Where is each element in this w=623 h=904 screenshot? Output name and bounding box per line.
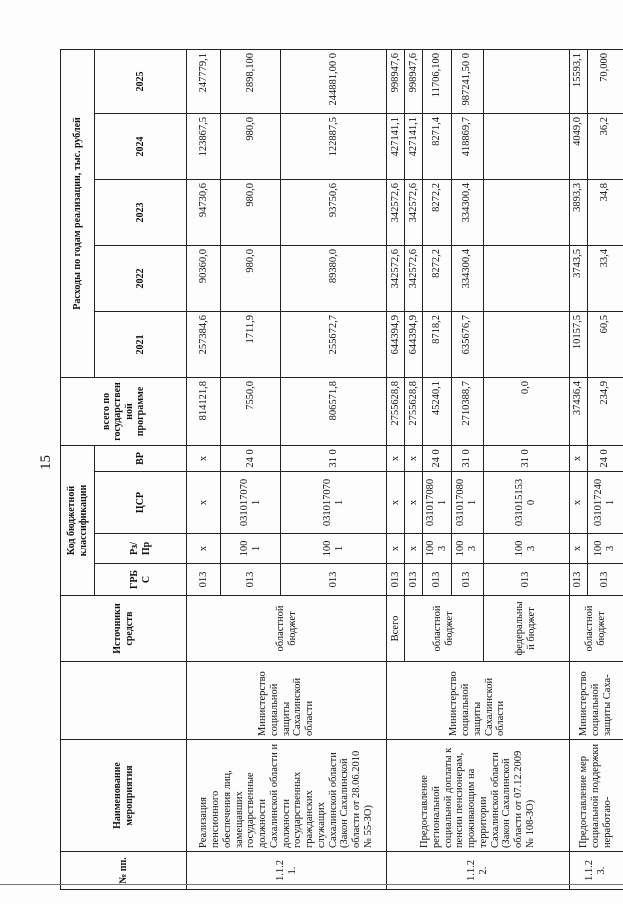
total-cell: 2710388,7 <box>451 377 483 445</box>
year-2025-cell: 11706,100 <box>423 49 452 113</box>
year-2024-cell: 4049,0 <box>569 113 587 179</box>
year-2021-cell: 60,5 <box>587 311 623 377</box>
year-2022-cell: 90360,0 <box>187 245 221 311</box>
year-2024-cell: 427141,1 <box>405 113 423 179</box>
csr-cell: х <box>387 472 405 534</box>
year-2022-cell: 33,4 <box>587 245 623 311</box>
vr-cell: 24 0 <box>221 445 281 471</box>
header-source: Источники средств <box>61 596 187 662</box>
executor: Министерство социальной защиты Сахалинской области <box>387 662 570 740</box>
year-2022-cell <box>483 245 569 311</box>
year-2022-cell: 8272,2 <box>423 245 452 311</box>
funding-source: Всего <box>387 596 405 662</box>
year-2024-cell: 36,2 <box>587 113 623 179</box>
measure-name: Реализация пенсионного обеспечения лиц, замещавших государственные должности Сахалинской области и должности государственных гражданских служащих Сахалинской области (Закон Сахалинской области от 28.06.2010 № 55-ЗО) <box>187 740 387 852</box>
rzpr-cell: х <box>387 534 405 564</box>
funding-source: областной бюджет <box>569 596 623 662</box>
header-num: № пп. <box>61 852 187 890</box>
year-2023-cell: 3893,3 <box>569 179 587 245</box>
year-2021-cell <box>483 311 569 377</box>
year-2025-cell: 70,000 <box>587 49 623 113</box>
vr-cell: 31 0 <box>451 445 483 471</box>
header-row-1 <box>61 49 95 889</box>
vr-cell: х <box>405 445 423 471</box>
executor: Министерство социальной защиты Саха- <box>569 662 623 740</box>
row-number: 1.1.2 1. <box>187 852 387 890</box>
csr-cell: 031017080 1 <box>423 472 452 534</box>
total-cell: 37436,4 <box>569 377 587 445</box>
year-2024-cell: 980,0 <box>221 113 281 179</box>
year-2024-cell: 427141,1 <box>387 113 405 179</box>
vr-cell: 31 0 <box>483 445 569 471</box>
table-row <box>569 49 587 889</box>
year-2023-cell <box>483 179 569 245</box>
grbs-cell: 013 <box>405 564 423 596</box>
header-executor <box>61 662 187 740</box>
year-2023-cell: 980,0 <box>221 179 281 245</box>
rzpr-cell: х <box>405 534 423 564</box>
grbs-cell: 013 <box>483 564 569 596</box>
vr-cell: х <box>569 445 587 471</box>
year-2021-cell: 635676,7 <box>451 311 483 377</box>
year-2021-cell: 644394,9 <box>405 311 423 377</box>
grbs-cell: 013 <box>221 564 281 596</box>
header-year-2021: 2021 <box>95 311 187 377</box>
vr-cell: 24 0 <box>423 445 452 471</box>
total-cell: 0,0 <box>483 377 569 445</box>
year-2022-cell: 342572,6 <box>387 245 405 311</box>
year-2023-cell: 94730,6 <box>187 179 221 245</box>
year-2023-cell: 8272,2 <box>423 179 452 245</box>
year-2024-cell: 418869,7 <box>451 113 483 179</box>
rzpr-cell: 100 3 <box>423 534 452 564</box>
header-year-2023: 2023 <box>95 179 187 245</box>
year-2025-cell: 987241,50 0 <box>451 49 483 113</box>
header-year-2025: 2025 <box>95 49 187 113</box>
year-2023-cell: 34,8 <box>587 179 623 245</box>
header-vr: ВР <box>95 445 187 471</box>
year-2025-cell <box>483 49 569 113</box>
year-2021-cell: 8718,2 <box>423 311 452 377</box>
grbs-cell: 013 <box>451 564 483 596</box>
header-budget-code: Код бюджетной классификации <box>61 445 95 595</box>
year-2024-cell: 123867,5 <box>187 113 221 179</box>
measure-name: Предоставление мер социальной поддержки неработаю- <box>569 740 623 852</box>
row-number: 1.1.2 3. <box>569 852 623 890</box>
year-2022-cell: 89380,0 <box>281 245 387 311</box>
total-cell: 2755628,8 <box>387 377 405 445</box>
csr-cell: х <box>405 472 423 534</box>
csr-cell: 031017070 1 <box>221 472 281 534</box>
table-row <box>387 49 405 889</box>
header-year-2024: 2024 <box>95 113 187 179</box>
csr-cell: 031017240 1 <box>587 472 623 534</box>
year-2022-cell: 3743,5 <box>569 245 587 311</box>
year-2025-cell: 15593,1 <box>569 49 587 113</box>
rzpr-cell: 100 1 <box>221 534 281 564</box>
year-2021-cell: 10157,5 <box>569 311 587 377</box>
header-name: Наименование мероприятия <box>61 740 187 852</box>
rzpr-cell: х <box>569 534 587 564</box>
grbs-cell: 013 <box>423 564 452 596</box>
year-2024-cell: 8271,4 <box>423 113 452 179</box>
measure-name: Предоставление региональной социальной доплаты к пенсии пенсионерам, проживающим на территории Сахалинской области (Закон Сахалинской области от 07.12.2009 № 108-ЗО) <box>387 740 570 852</box>
year-2022-cell: 334300,4 <box>451 245 483 311</box>
vr-cell: х <box>187 445 221 471</box>
year-2021-cell: 255672,7 <box>281 311 387 377</box>
page-number: 15 <box>38 455 54 470</box>
total-cell: 7550,0 <box>221 377 281 445</box>
vr-cell: 24 0 <box>587 445 623 471</box>
total-cell: 234,9 <box>587 377 623 445</box>
funding-source: областной бюджет <box>187 596 387 662</box>
year-2024-cell: 122887,5 <box>281 113 387 179</box>
csr-cell: х <box>569 472 587 534</box>
header-total: всего по государственной программе <box>61 377 187 445</box>
total-cell: 806571,8 <box>281 377 387 445</box>
rzpr-cell: 100 3 <box>483 534 569 564</box>
rotated-page-content <box>60 50 616 890</box>
csr-cell: 031015153 0 <box>483 472 569 534</box>
header-year-2022: 2022 <box>95 245 187 311</box>
header-csr: ЦСР <box>95 472 187 534</box>
year-2021-cell: 644394,9 <box>387 311 405 377</box>
year-2022-cell: 342572,6 <box>405 245 423 311</box>
year-2025-cell: 244881,00 0 <box>281 49 387 113</box>
page-bottom-line <box>0 884 623 885</box>
header-rzpr: Рз/ Пр <box>95 534 187 564</box>
executor: Министерство социальной защиты Сахалинской области <box>187 662 387 740</box>
year-2023-cell: 342572,6 <box>405 179 423 245</box>
vr-cell: 31 0 <box>281 445 387 471</box>
rzpr-cell: 100 1 <box>281 534 387 564</box>
budget-table <box>60 49 623 890</box>
rzpr-cell: х <box>187 534 221 564</box>
total-cell: 814121,8 <box>187 377 221 445</box>
year-2024-cell <box>483 113 569 179</box>
vr-cell: х <box>387 445 405 471</box>
year-2023-cell: 342572,6 <box>387 179 405 245</box>
row-number: 1.1.2 2. <box>387 852 570 890</box>
total-cell: 2755628,8 <box>405 377 423 445</box>
csr-cell: 031017080 1 <box>451 472 483 534</box>
csr-cell: х <box>187 472 221 534</box>
grbs-cell: 013 <box>387 564 405 596</box>
year-2025-cell: 2898,100 <box>221 49 281 113</box>
grbs-cell: 013 <box>569 564 587 596</box>
grbs-cell: 013 <box>281 564 387 596</box>
rzpr-cell: 100 3 <box>587 534 623 564</box>
header-expenses: Расходы по годам реализации, тыс. рублей <box>61 49 95 377</box>
year-2025-cell: 998947,6 <box>387 49 405 113</box>
year-2021-cell: 257384,6 <box>187 311 221 377</box>
header-grbs: ГРБС <box>95 564 187 596</box>
funding-source: федеральный бюджет <box>483 596 569 662</box>
rzpr-cell: 100 3 <box>451 534 483 564</box>
year-2022-cell: 980,0 <box>221 245 281 311</box>
csr-cell: 031017070 1 <box>281 472 387 534</box>
year-2021-cell: 1711,9 <box>221 311 281 377</box>
table-row <box>187 49 221 889</box>
total-cell: 45240,1 <box>423 377 452 445</box>
year-2023-cell: 93750,6 <box>281 179 387 245</box>
year-2025-cell: 247779,1 <box>187 49 221 113</box>
funding-source: областной бюджет <box>405 596 484 662</box>
grbs-cell: 013 <box>187 564 221 596</box>
grbs-cell: 013 <box>587 564 623 596</box>
year-2023-cell: 334300,4 <box>451 179 483 245</box>
year-2025-cell: 998947,6 <box>405 49 423 113</box>
